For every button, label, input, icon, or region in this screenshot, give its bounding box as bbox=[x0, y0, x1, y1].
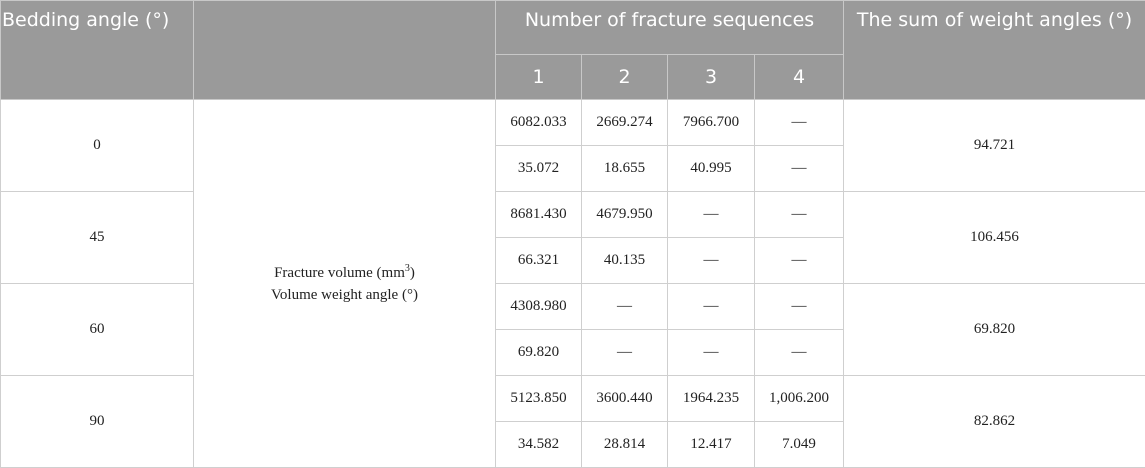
sequence-header-3: 3 bbox=[668, 55, 755, 100]
volume-cell: 4679.950 bbox=[582, 192, 668, 238]
volume-cell: 4308.980 bbox=[496, 284, 582, 330]
volume-cell: 1,006.200 bbox=[755, 376, 844, 422]
weight-cell: 7.049 bbox=[755, 422, 844, 468]
sequence-header-4: 4 bbox=[755, 55, 844, 100]
table-row bbox=[1, 100, 1145, 146]
volume-cell: — bbox=[755, 100, 844, 146]
volume-cell: — bbox=[755, 284, 844, 330]
sum-weight-cell: 69.820 bbox=[844, 284, 1145, 376]
volume-cell: 6082.033 bbox=[496, 100, 582, 146]
volume-cell: 5123.850 bbox=[496, 376, 582, 422]
volume-cell: 2669.274 bbox=[582, 100, 668, 146]
weight-cell: 66.321 bbox=[496, 238, 582, 284]
bedding-angle-cell: 0 bbox=[1, 100, 194, 192]
bedding-angle-cell: 90 bbox=[1, 376, 194, 468]
weight-cell: 35.072 bbox=[496, 146, 582, 192]
volume-cell: — bbox=[755, 192, 844, 238]
table-body bbox=[1, 100, 1145, 468]
weight-cell: 12.417 bbox=[668, 422, 755, 468]
table-row bbox=[1, 192, 1145, 238]
weight-cell: 18.655 bbox=[582, 146, 668, 192]
bedding-angle-cell: 60 bbox=[1, 284, 194, 376]
weight-cell: 28.814 bbox=[582, 422, 668, 468]
sequence-header-2: 2 bbox=[582, 55, 668, 100]
sum-weight-header: The sum of weight angles (°) bbox=[844, 1, 1145, 100]
table-row bbox=[1, 376, 1145, 422]
fracture-volume-close: ) bbox=[410, 265, 415, 281]
table-row bbox=[1, 284, 1145, 330]
volume-cell: — bbox=[582, 284, 668, 330]
metric-label-cell bbox=[194, 100, 496, 468]
weight-cell: — bbox=[582, 330, 668, 376]
sequence-header-1: 1 bbox=[496, 55, 582, 100]
sum-weight-cell: 106.456 bbox=[844, 192, 1145, 284]
weight-cell: 34.582 bbox=[496, 422, 582, 468]
volume-cell: — bbox=[668, 284, 755, 330]
metric-header-blank bbox=[194, 1, 496, 100]
weight-cell: 40.135 bbox=[582, 238, 668, 284]
weight-cell: 69.820 bbox=[496, 330, 582, 376]
volume-cell: 8681.430 bbox=[496, 192, 582, 238]
fracture-sequences-header: Number of fracture sequences bbox=[496, 1, 844, 55]
bedding-angle-cell: 45 bbox=[1, 192, 194, 284]
weight-cell: — bbox=[755, 146, 844, 192]
weight-cell: — bbox=[755, 330, 844, 376]
weight-cell: — bbox=[668, 238, 755, 284]
sum-weight-cell: 94.721 bbox=[844, 100, 1145, 192]
sum-weight-cell: 82.862 bbox=[844, 376, 1145, 468]
volume-cell: 1964.235 bbox=[668, 376, 755, 422]
fracture-volume-label bbox=[194, 262, 495, 284]
volume-cell: — bbox=[668, 192, 755, 238]
volume-weight-angle-label: Volume weight angle (°) bbox=[194, 284, 495, 306]
fracture-volume-text: Fracture volume (mm bbox=[274, 265, 405, 281]
unit-superscript: 3 bbox=[405, 263, 410, 274]
weight-cell: — bbox=[755, 238, 844, 284]
volume-cell: 7966.700 bbox=[668, 100, 755, 146]
table-header bbox=[1, 1, 1145, 100]
volume-cell: 3600.440 bbox=[582, 376, 668, 422]
bedding-angle-header: Bedding angle (°) bbox=[1, 1, 194, 100]
weight-cell: — bbox=[668, 330, 755, 376]
weight-cell: 40.995 bbox=[668, 146, 755, 192]
